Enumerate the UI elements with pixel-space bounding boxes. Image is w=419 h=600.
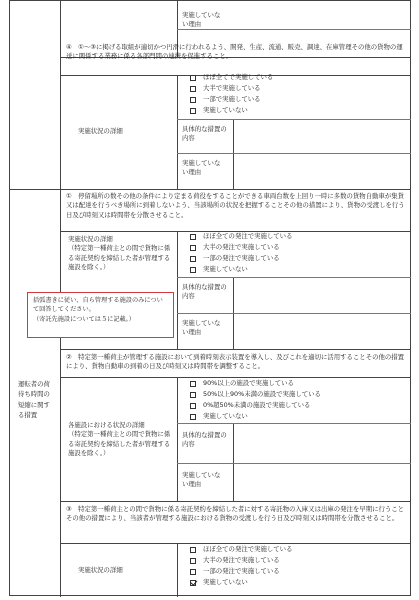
- item-4-option-1[interactable]: ほぼ全てで実施している: [190, 73, 273, 82]
- checkbox[interactable]: [190, 108, 196, 114]
- checkbox[interactable]: [190, 392, 196, 398]
- callout-text: 括弧書きに従い、自ら管理する施設のみについて回答してください。 （寄託先施設については５に記載。）: [33, 297, 163, 323]
- item-1-status-label: 実施状況の詳細 （特定第一種荷主との間で貨物に係る寄託契約を締結した者が管理する施設を除く。）: [68, 235, 171, 271]
- checkbox[interactable]: [190, 267, 196, 273]
- item-4-reason-label: 実施していない理由: [182, 159, 221, 177]
- item-1-reason-label: 実施していない理由: [182, 319, 221, 337]
- item-3-option-1[interactable]: ほぼ全ての発注で実施している: [190, 545, 292, 554]
- item-1-text: ① 停留場所の数その他の条件により定まる荷役をすることができる車両台数を上回り一時に多数の貨物自動車が集貨又は配達を行うべき場所に到着しないよう、当該場所の状況を把握することその他の措置により、貨物の受渡しを行う日及び時刻又は時間帯を分散させること。: [66, 192, 405, 219]
- checkbox-checked[interactable]: [190, 580, 196, 586]
- checkbox[interactable]: [190, 381, 196, 387]
- checkbox[interactable]: [190, 97, 196, 103]
- item-3-option-3[interactable]: 一部の発注で実施している: [190, 567, 280, 576]
- checkbox[interactable]: [190, 75, 196, 81]
- item-2-option-2[interactable]: 50%以上90%未満の施設で実施している: [190, 390, 321, 399]
- item-4-option-2[interactable]: 大半で実施している: [190, 84, 261, 93]
- item-4-option-3[interactable]: 一部で実施している: [190, 95, 261, 104]
- checkbox[interactable]: [190, 547, 196, 553]
- item-3-text: ③ 特定第一種荷主との間で貨物に係る寄託契約を締結した者に対する寄託物の入庫又は出庫の発注を早期に行うことその他の措置により、当該者が管理する施設における貨物の受渡しを行う日及び時刻又は時間帯を分散させること。: [66, 505, 405, 523]
- checkbox[interactable]: [190, 414, 196, 420]
- item-4-text: ④ ①～③に掲げる取組が適切かつ円滑に行われるよう、開発、生産、流通、販売、調達、在庫管理その他の貨物の運送に関係する業務に係る各部門間の連携を促進すること。: [66, 43, 403, 61]
- item-2-reason-label: 実施していない理由: [182, 471, 221, 489]
- checkbox[interactable]: [190, 245, 196, 251]
- item-1-option-4[interactable]: 実施していない: [190, 265, 248, 274]
- section-title: 運転者の荷待ち時間の短縮に関する措置: [18, 380, 50, 419]
- item-3-status-label: 実施状況の詳細: [78, 566, 123, 574]
- item-4-concrete-label: 具体的な措置の内容: [182, 125, 227, 143]
- item-3-option-2[interactable]: 大半の発注で実施している: [190, 556, 280, 565]
- item-2-concrete-label: 具体的な措置の内容: [182, 431, 227, 449]
- item-1-option-2[interactable]: 大半の発注で実施している: [190, 243, 280, 252]
- item-2-status-label: 各施設における状況の詳細 （特定第一種荷主との間で貨物に係る寄託契約を締結した者が管理する施設を除く。）: [68, 421, 171, 457]
- item-1-option-1[interactable]: ほぼ全ての発注で実施している: [190, 232, 292, 241]
- item-2-option-1[interactable]: 90%以上の施設で実施している: [190, 379, 294, 388]
- item-4-status-label: 実施状況の詳細: [78, 127, 123, 135]
- checkbox[interactable]: [190, 256, 196, 262]
- item-4-option-4[interactable]: 実施していない: [190, 106, 248, 115]
- checkbox[interactable]: [190, 403, 196, 409]
- item-2-option-3[interactable]: 0%超50%未満の施設で実施している: [190, 401, 310, 410]
- item-2-option-4[interactable]: 実施していない: [190, 412, 248, 421]
- item-1-option-3[interactable]: 一部の発注で実施している: [190, 254, 280, 263]
- item-1-concrete-label: 具体的な措置の内容: [182, 283, 227, 301]
- item-2-text: ② 特定第一種荷主が管理する施設において到着時刻表示装置を導入し、及びこれを適切に活用することその他の措置により、貨物自動車の到着の日及び時刻又は時間帯を調整すること。: [66, 353, 405, 371]
- checkbox[interactable]: [190, 558, 196, 564]
- checkbox[interactable]: [190, 569, 196, 575]
- checkbox[interactable]: [190, 86, 196, 92]
- item-3-option-4[interactable]: 実施していない: [190, 578, 248, 587]
- annotation-callout: [27, 292, 174, 338]
- checkbox[interactable]: [190, 234, 196, 240]
- reason-label: 実施していない理由: [182, 11, 221, 29]
